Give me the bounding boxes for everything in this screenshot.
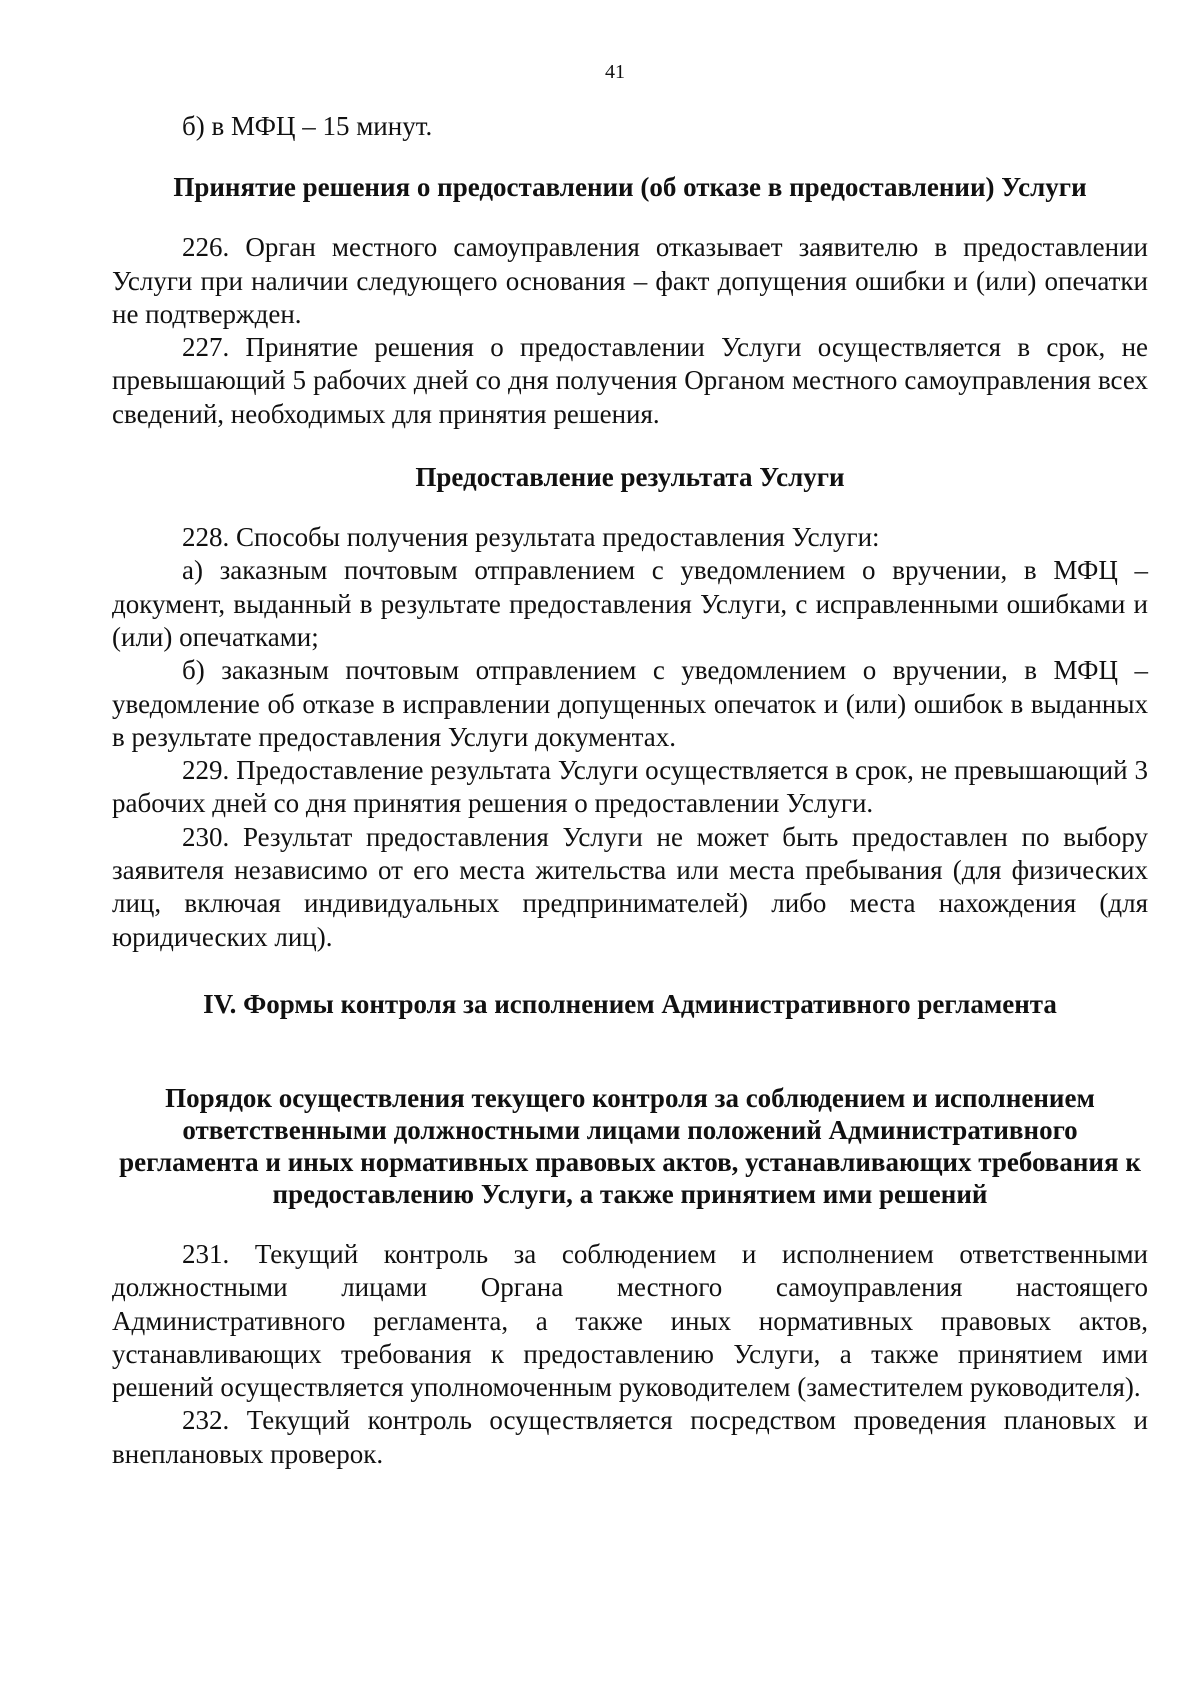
paragraph-229: 229. Предоставление результата Услуги осуществляется в срок, не превышающий 3 рабочих дней со дня принятия решения о предоставлении Услуги. (112, 755, 1148, 819)
heading-current-control: Порядок осуществления текущего контроля за соблюдением и исполнением ответственными должностными лицами положений Административного регламента и иных нормативных правовых актов, устанавливающих требования к предоставлению Услуги, а также принятием ими решений (119, 1082, 1141, 1209)
paragraph-228: 228. Способы получения результата предоставления Услуги: (182, 522, 880, 553)
paragraph-232: 232. Текущий контроль осуществляется посредством проведения плановых и внеплановых проверок. (112, 1405, 1148, 1469)
paragraph-226: 226. Орган местного самоуправления отказывает заявителю в предоставлении Услуги при наличии следующего основания – факт допущения ошибки и (или) опечатки не подтвержден. (112, 232, 1148, 329)
heading-section-iv: IV. Формы контроля за исполнением Административного регламента (203, 988, 1057, 1019)
paragraph-227: 227. Принятие решения о предоставлении Услуги осуществляется в срок, не превышающий 5 рабочих дней со дня получения Органом местного самоуправления всех сведений, необходимых для принятия решения. (112, 332, 1148, 429)
paragraph-228-a: а) заказным почтовым отправлением с уведомлением о вручении, в МФЦ – документ, выданный в результате предоставления Услуги, с исправленными ошибками и (или) опечатками; (112, 555, 1148, 652)
heading-result: Предоставление результата Услуги (415, 462, 845, 493)
paragraph-230: 230. Результат предоставления Услуги не может быть предоставлен по выбору заявителя независимо от его места жительства или места пребывания (для физических лиц, включая индивидуальных предпринимателей) либо места нахождения (для юридических лиц). (112, 821, 1148, 952)
heading-decision: Принятие решения о предоставлении (об отказе в предоставлении) Услуги (173, 172, 1087, 203)
paragraph-mfc-time: б) в МФЦ – 15 минут. (182, 111, 433, 141)
paragraph-228-b: б) заказным почтовым отправлением с уведомлением о вручении, в МФЦ – уведомление об отказе в исправлении допущенных опечаток и (или) ошибок в выданных в результате предоставления Услуги документах. (112, 655, 1148, 752)
page-number: 41 (605, 61, 625, 83)
paragraph-231: 231. Текущий контроль за соблюдением и исполнением ответственными должностными лицами Органа местного самоуправления настоящего Административного регламента, а также иных нормативных правовых актов, устанавливающих требования к предоставлению Услуги, а также принятием ими решений осуществляется уполномоченным руководителем (заместителем руководителя). (112, 1238, 1148, 1403)
document-body (112, 110, 1148, 1471)
